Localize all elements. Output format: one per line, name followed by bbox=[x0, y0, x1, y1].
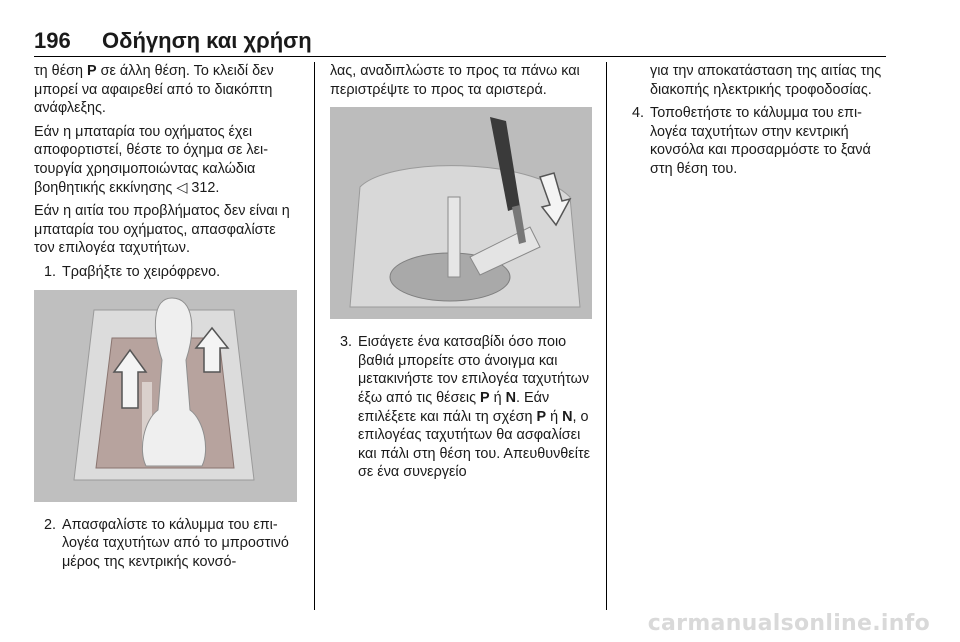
column-2 bbox=[330, 62, 592, 487]
paragraph-continued: λας, αναδιπλώστε το προς τα πάνω και περιστρέψτε το προς τα αριστερά. bbox=[330, 63, 580, 98]
page-header bbox=[34, 28, 886, 54]
step-1: 1. Τραβήξτε το χειρόφρενο. bbox=[43, 263, 221, 280]
watermark: carmanualsonline.info bbox=[647, 611, 930, 636]
column-divider-2 bbox=[606, 62, 607, 610]
step-2: 2. Απασφαλίστε το κάλυμμα του επιλογέα ταχυτήτων από το μπροστινό μέρος της κεντρικής κονσό- bbox=[43, 516, 289, 570]
page-number: 196 bbox=[34, 28, 71, 53]
gear-position-p: P bbox=[87, 63, 97, 79]
step-4: 4. Τοποθετήστε το κάλυμμα του επιλογέα ταχυτήτων στην κεντρική κονσόλα και προσαρμόστε το ξανά στη θέση του. bbox=[631, 105, 871, 177]
paragraph-1: τη θέση P σε άλλη θέση. Το κλειδί δεν μπορεί να αφαιρεθεί από το διακόπτη ανάφλεξης. bbox=[34, 63, 274, 117]
page-reference-arrow-icon: ◁ bbox=[176, 179, 188, 196]
gear-selector-cover-illustration bbox=[34, 290, 297, 502]
chapter-title: Οδήγηση και χρήση bbox=[102, 28, 312, 53]
header-rule bbox=[34, 56, 886, 57]
page-reference-link[interactable]: 312. bbox=[187, 179, 220, 196]
column-divider-1 bbox=[314, 62, 315, 610]
paragraph-2: Εάν η μπαταρία του οχήματος έχει αποφορτιστεί, θέστε το όχημα σε λειτουργία χρησιμοποιώντας καλώδια βοηθητικής εκκίνησης ◁ 312. bbox=[34, 123, 268, 196]
column-1 bbox=[34, 62, 297, 576]
screwdriver-release-illustration bbox=[330, 107, 592, 319]
column-3 bbox=[622, 62, 888, 184]
step-3: 3. Εισάγετε ένα κατσαβίδι όσο ποιο βαθιά μπορείτε στο άνοιγμα και μετακινήστε τον επιλογέα ταχυτήτων έξω από τις θέσεις P ή N. Εάν επιλέξετε και πάλι τη σχέση P ή N, ο επιλογέας ταχυτήτων θα ασφαλίσει και πάλι στη θέση του. Απευθυνθείτε σε ένα συνεργείο bbox=[339, 334, 590, 481]
paragraph-3: Εάν η αιτία του προβλήματος δεν είναι η μπαταρία του οχήματος, απασφαλίστε τον επιλογέα ταχυτήτων. bbox=[34, 203, 290, 257]
paragraph-continued-2: για την αποκατάσταση της αιτίας της διακοπής ηλεκτρικής τροφοδοσίας. bbox=[650, 63, 882, 98]
